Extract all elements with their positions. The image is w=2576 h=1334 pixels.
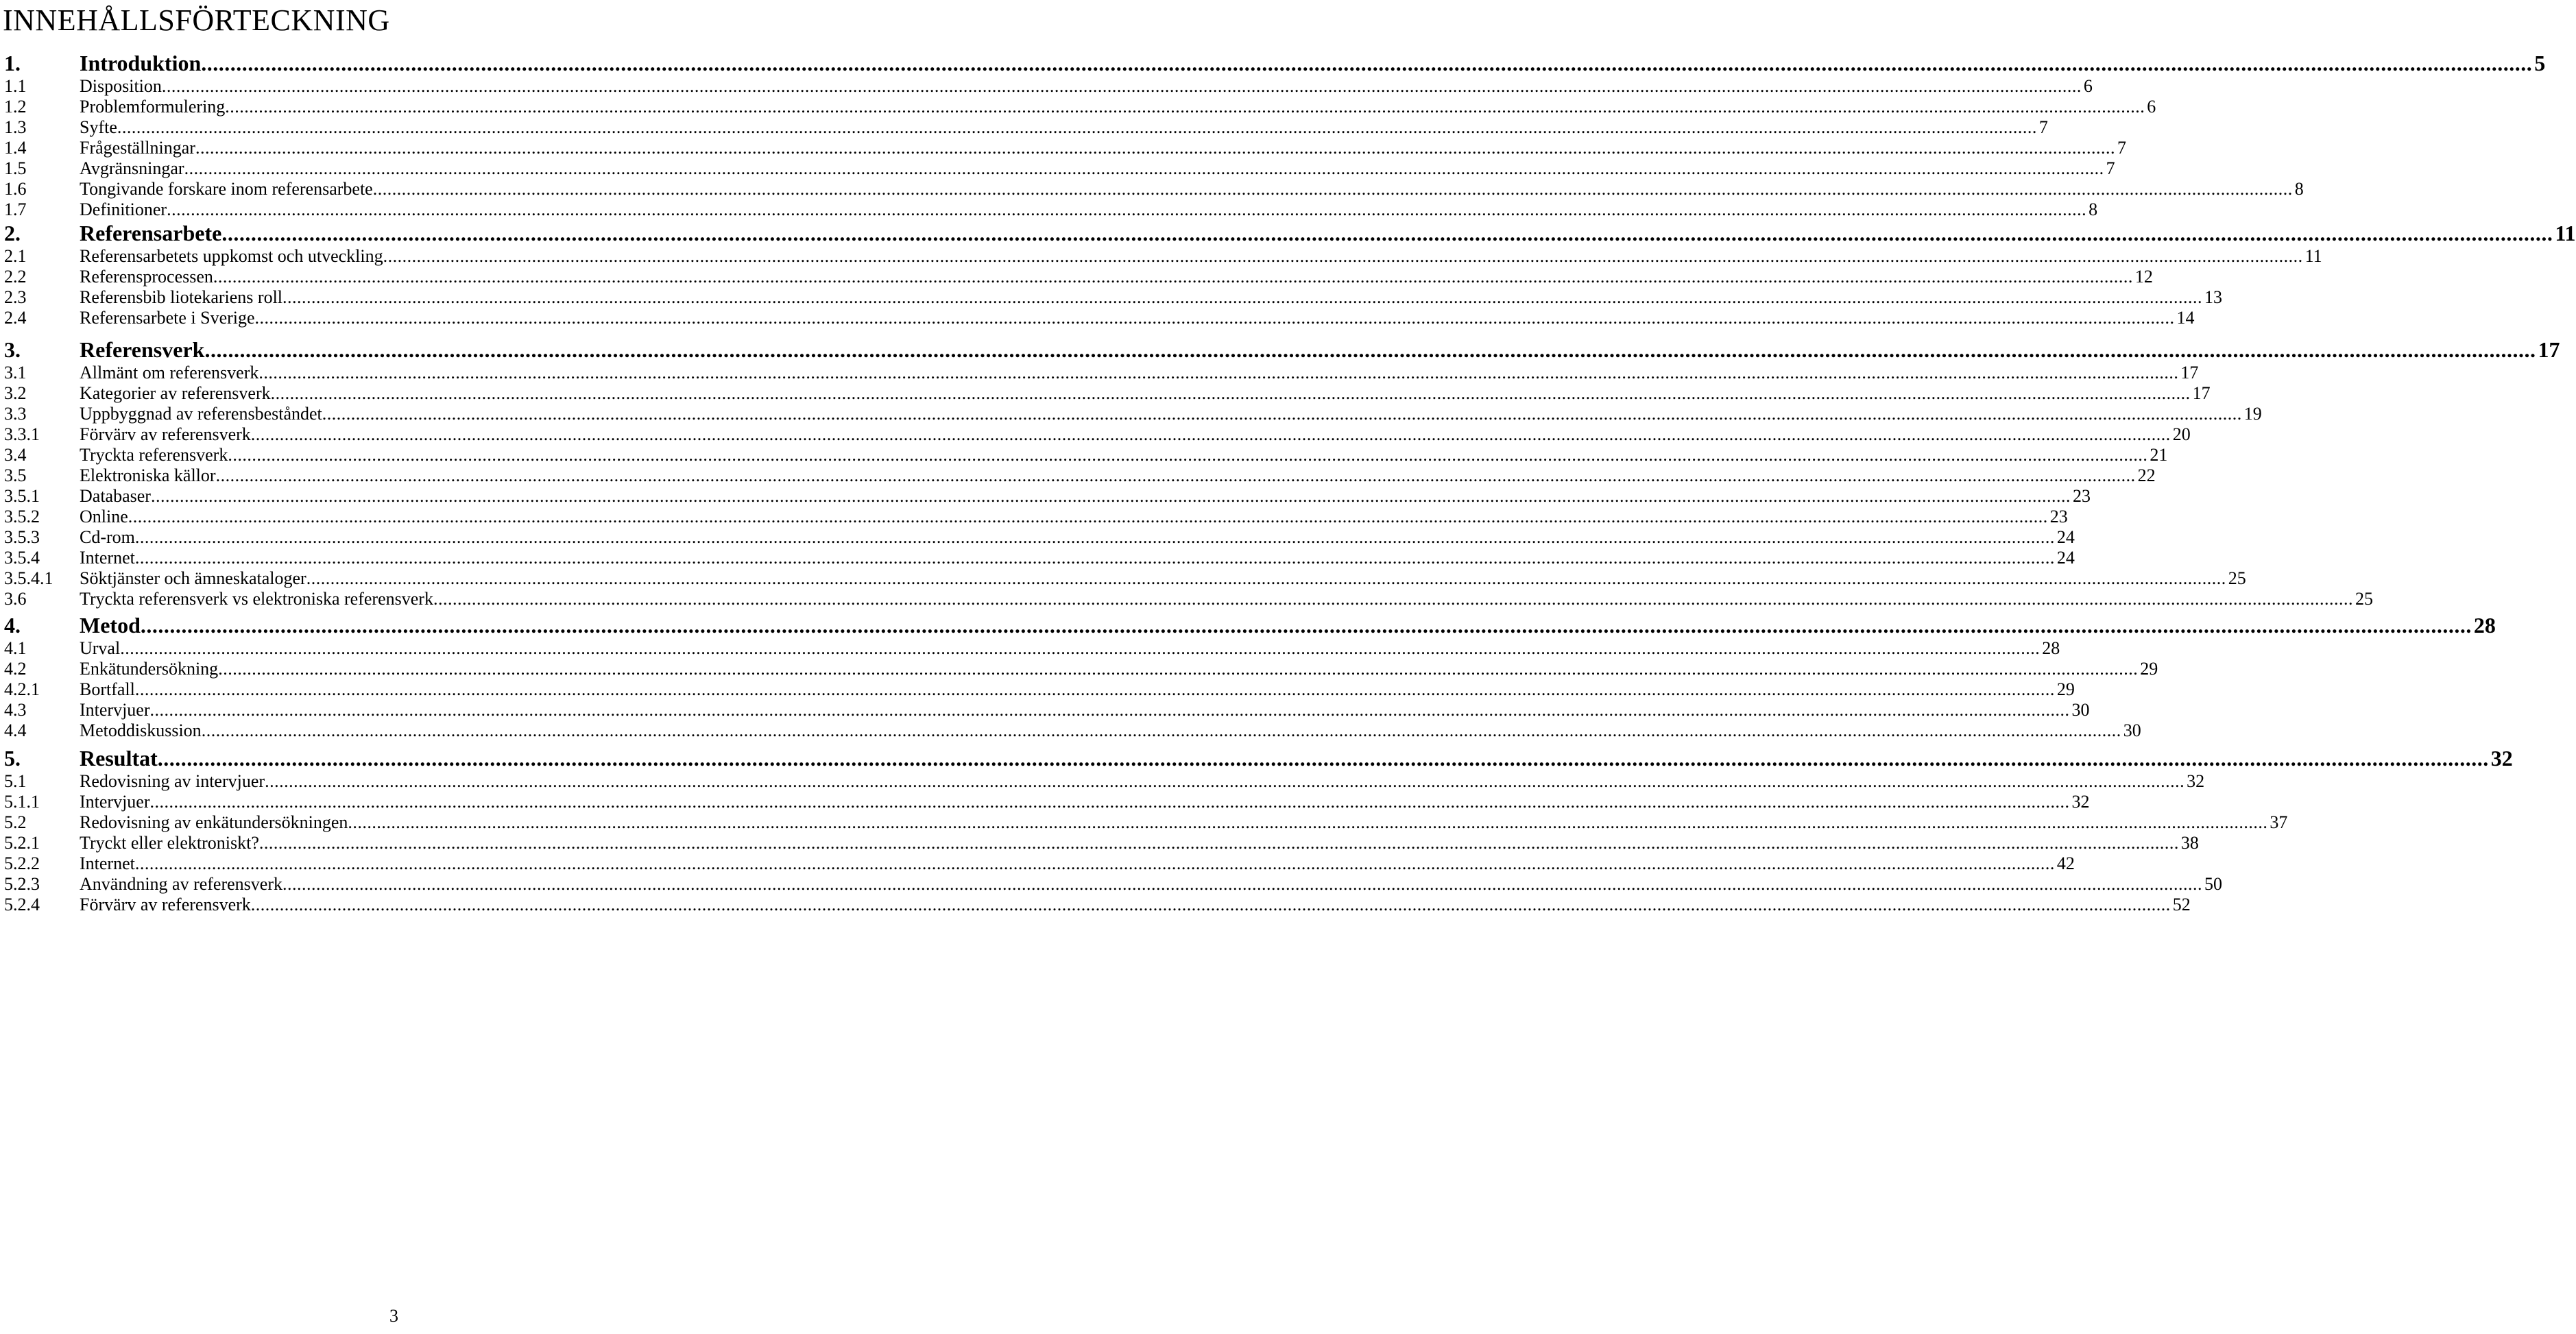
toc-entry-number: 3.3.1 [4,424,40,444]
toc-leader-line [4,812,2288,834]
toc-page-number: 7 [2106,158,2115,178]
toc-leader-line [4,465,2156,487]
toc-page-number: 12 [2134,267,2153,287]
toc-entry-title: Avgränsningar [80,158,184,178]
toc-leader-line [4,287,2223,308]
toc-page-number: 32 [2187,771,2205,791]
toc-dot-leader: ................................................................................................................................................................................................................................................................................................................................................................................................................ [167,199,2087,219]
toc-page-number: 32 [2490,746,2513,771]
toc-page-number: 14 [2176,308,2195,328]
toc-dot-leader: ................................................................................................................................................................................................................................................................................................................................................................................................................ [218,659,2139,679]
toc-dot-leader: ................................................................................................................................................................................................................................................................................................................................................................................................................ [383,246,2303,266]
toc-entry-title: Elektroniska källor [80,465,216,485]
toc-dot-leader: ................................................................................................................................................................................................................................................................................................................................................................................................................ [221,221,2553,245]
toc-entry-title: Databaser [80,486,151,506]
toc-entry-title: Syfte [80,117,117,137]
toc-entry-number: 2.4 [4,308,27,328]
toc-entry-number: 3.2 [4,383,27,403]
toc-page-number: 19 [2243,404,2262,424]
toc-entry-number: 2.1 [4,246,27,266]
toc-dot-leader: ................................................................................................................................................................................................................................................................................................................................................................................................................ [433,589,2353,609]
toc-entry-title: Tryckta referensverk vs elektroniska referensverk [80,589,433,609]
toc-entry-title: Problemformulering [80,97,226,117]
toc-entry-title: Redovisning av intervjuer [80,771,265,791]
toc-leader-line [4,873,2222,895]
toc-entry-title: Uppbyggnad av referensbeståndet [80,404,322,424]
toc-entry-number: 2.2 [4,267,27,287]
toc-entry-title: Referensprocessen [80,267,213,287]
toc-leader-line [4,506,2068,528]
toc-entry-number: 3.5.2 [4,507,40,526]
toc-page-number: 24 [2056,548,2075,568]
toc-entry-number: 4.1 [4,638,27,658]
toc-dot-leader: ................................................................................................................................................................................................................................................................................................................................................................................................................ [149,700,2070,720]
toc-dot-leader: ................................................................................................................................................................................................................................................................................................................................................................................................................ [134,527,2055,547]
toc-page-number: 28 [2042,638,2060,658]
toc-dot-leader: ................................................................................................................................................................................................................................................................................................................................................................................................................ [348,812,2268,832]
toc-entry-number: 4.2.1 [4,679,40,699]
toc-entry-number: 2.3 [4,287,27,307]
toc-entry-title: Cd-rom [80,527,135,547]
toc-page-number: 50 [2204,874,2222,894]
toc-entry-number: 5.2.2 [4,853,40,873]
toc-entry-number: 3.5.3 [4,527,40,547]
toc-page-number: 24 [2056,527,2075,547]
toc-page-number: 20 [2172,424,2191,444]
toc-page-number: 23 [2072,486,2091,506]
toc-page-number: 42 [2056,853,2075,873]
toc-page-number: 29 [2056,679,2075,699]
toc-entry-number: 1.2 [4,97,27,117]
toc-entry-title: Användning av referensverk [80,874,282,894]
toc-leader-line [4,75,2093,97]
toc-dot-leader: ................................................................................................................................................................................................................................................................................................................................................................................................................ [225,97,2145,117]
toc-entry-number: 1.3 [4,117,27,137]
toc-leader-line [4,158,2115,180]
toc-page-number: 11 [2555,221,2576,245]
toc-entry-title: Referensarbete [80,221,222,245]
toc-entry-number: 3.5 [4,465,27,485]
toc-entry-title: Internet [80,853,135,873]
toc-dot-leader: ................................................................................................................................................................................................................................................................................................................................................................................................................ [250,424,2171,444]
toc-leader-line [4,638,2060,659]
toc-entry-title: Online [80,507,128,526]
toc-entry-number: 4.4 [4,720,27,740]
toc-entry-title: Referensarbete i Sverige [80,308,255,328]
toc-entry-title: Internet [80,548,135,568]
toc-page-number: 32 [2071,792,2090,812]
toc-entry-title: Intervjuer [80,792,150,812]
toc-dot-leader: ................................................................................................................................................................................................................................................................................................................................................................................................................ [120,638,2041,658]
toc-leader-line [4,568,2246,590]
toc-entry-title: Frågeställningar [80,138,195,158]
toc-leader-line [4,526,2075,548]
toc-page-number: 13 [2204,287,2223,307]
toc-leader-line [4,658,2158,680]
page-title: INNEHÅLLSFÖRTECKNING [3,3,390,37]
toc-dot-leader: ................................................................................................................................................................................................................................................................................................................................................................................................................ [184,158,2104,178]
toc-leader-line [4,336,2560,363]
toc-page-number: 17 [2180,363,2199,383]
toc-leader-line [4,771,2205,792]
toc-leader-line [4,362,2199,384]
toc-dot-leader: ................................................................................................................................................................................................................................................................................................................................................................................................................ [282,287,2203,307]
toc-entry-number: 3.5.4.1 [4,568,53,588]
toc-leader-line [4,383,2211,404]
toc-leader-line [4,307,2195,329]
toc-entry-number: 5.1.1 [4,792,40,812]
toc-leader-line [4,699,2090,721]
toc-dot-leader: ................................................................................................................................................................................................................................................................................................................................................................................................................ [228,445,2148,465]
toc-leader-line [4,245,2322,267]
toc-entry-number: 2. [4,221,21,245]
toc-dot-leader: ................................................................................................................................................................................................................................................................................................................................................................................................................ [322,404,2242,424]
toc-entry-title: Disposition [80,76,162,96]
toc-page-number: 21 [2150,445,2168,465]
toc-dot-leader: ................................................................................................................................................................................................................................................................................................................................................................................................................ [117,117,2037,137]
toc-entry-title: Intervjuer [80,700,150,720]
toc-entry-number: 1.4 [4,138,27,158]
toc-entry-number: 1.1 [4,76,27,96]
toc-entry-number: 5. [4,746,21,771]
toc-entry-number: 1.6 [4,179,27,199]
toc-entry-title: Tryckt eller elektroniskt? [80,833,259,853]
toc-entry-number: 5.2.3 [4,874,40,894]
toc-leader-line [4,444,2168,466]
toc-dot-leader: ................................................................................................................................................................................................................................................................................................................................................................................................................ [282,874,2202,894]
toc-entry-number: 1.7 [4,199,27,219]
toc-page-number: 11 [2304,246,2322,266]
toc-dot-leader: ................................................................................................................................................................................................................................................................................................................................................................................................................ [204,337,2536,362]
toc-dot-leader: ................................................................................................................................................................................................................................................................................................................................................................................................................ [306,568,2226,588]
toc-entry-number: 5.1 [4,771,27,791]
toc-page-number: 6 [2083,76,2093,96]
toc-entry-number: 5.2.4 [4,895,40,914]
toc-entry-number: 3. [4,337,21,362]
toc-page-number: 30 [2071,700,2090,720]
toc-page-number: 7 [2117,138,2126,158]
toc-dot-leader: ................................................................................................................................................................................................................................................................................................................................................................................................................ [134,679,2055,699]
toc-dot-leader: ................................................................................................................................................................................................................................................................................................................................................................................................................ [265,771,2185,791]
toc-page-number: 30 [2123,720,2141,740]
toc-entry-title: Introduktion [80,51,202,75]
toc-page-number: 25 [2228,568,2246,588]
page-number: 3 [389,1306,398,1326]
toc-entry-number: 1.5 [4,158,27,178]
toc-entry-number: 3.3 [4,404,27,424]
toc-leader-line [4,219,2576,247]
toc-page-number: 25 [2355,589,2373,609]
toc-entry-title: Enkätundersökning [80,659,219,679]
toc-dot-leader: ................................................................................................................................................................................................................................................................................................................................................................................................................ [195,138,2115,158]
toc-page-number: 29 [2140,659,2158,679]
toc-entry-title: Tongivande forskare inom referensarbete [80,179,373,199]
toc-entry-title: Förvärv av referensverk [80,424,251,444]
toc-dot-leader: ................................................................................................................................................................................................................................................................................................................................................................................................................ [128,507,2048,526]
toc-page-number: 52 [2172,895,2191,914]
toc-entry-title: Redovisning av enkätundersökningen [80,812,348,832]
toc-dot-leader: ................................................................................................................................................................................................................................................................................................................................................................................................................ [150,486,2071,506]
toc-page-number: 7 [2038,117,2048,137]
toc-entry-number: 3.5.1 [4,486,40,506]
toc-page-number: 6 [2147,97,2156,117]
toc-entry-number: 4.3 [4,700,27,720]
toc-leader-line [4,853,2075,875]
toc-entry-title: Söktjänster och ämneskataloger [80,568,306,588]
toc-dot-leader: ................................................................................................................................................................................................................................................................................................................................................................................................................ [149,792,2070,812]
toc-dot-leader: ................................................................................................................................................................................................................................................................................................................................................................................................................ [140,613,2472,638]
toc-entry-title: Bortfall [80,679,135,699]
toc-entry-number: 1. [4,51,21,75]
toc-leader-line [4,424,2191,446]
toc-dot-leader: ................................................................................................................................................................................................................................................................................................................................................................................................................ [134,548,2055,568]
toc-entry-number: 3.4 [4,445,27,465]
toc-dot-leader: ................................................................................................................................................................................................................................................................................................................................................................................................................ [201,51,2533,75]
toc-entry-title: Definitioner [80,199,167,219]
toc-page-number: 17 [2538,337,2560,362]
toc-entry-number: 3.1 [4,363,27,383]
toc-leader-line [4,485,2091,507]
toc-dot-leader: ................................................................................................................................................................................................................................................................................................................................................................................................................ [250,895,2171,914]
toc-entry-title: Allmänt om referensverk [80,363,259,383]
toc-leader-line [4,49,2546,77]
toc-page-number: 23 [2049,507,2068,526]
toc-entry-title: Förvärv av referensverk [80,895,251,914]
toc-dot-leader: ................................................................................................................................................................................................................................................................................................................................................................................................................ [215,465,2136,485]
toc-leader-line [4,547,2075,569]
toc-leader-line [4,137,2126,159]
toc-entry-number: 4.2 [4,659,27,679]
toc-leader-line [4,96,2156,118]
toc-entry-title: Referensarbetets uppkomst och utveckling [80,246,383,266]
toc-entry-number: 3.6 [4,589,27,609]
toc-leader-line [4,611,2496,639]
toc-leader-line [4,679,2075,701]
toc-dot-leader: ................................................................................................................................................................................................................................................................................................................................................................................................................ [372,179,2293,199]
toc-page-number: 38 [2180,833,2199,853]
toc-entry-title: Referensverk [80,337,205,362]
toc-dot-leader: ................................................................................................................................................................................................................................................................................................................................................................................................................ [213,267,2133,287]
toc-dot-leader: ................................................................................................................................................................................................................................................................................................................................................................................................................ [270,383,2191,403]
toc-leader-line [4,117,2048,138]
toc-leader-line [4,894,2191,916]
toc-leader-line [4,199,2098,221]
toc-leader-line [4,791,2090,813]
toc-entry-number: 4. [4,613,21,638]
toc-entry-number: 5.2.1 [4,833,40,853]
toc-entry-title: Urval [80,638,121,658]
toc-entry-number: 5.2 [4,812,27,832]
toc-entry-title: Referensbib liotekariens roll [80,287,283,307]
toc-leader-line [4,720,2141,742]
toc-entry-title: Metoddiskussion [80,720,202,740]
toc-leader-line [4,266,2153,288]
toc-dot-leader: ................................................................................................................................................................................................................................................................................................................................................................................................................ [201,720,2121,740]
toc-page-number: 17 [2192,383,2211,403]
toc-dot-leader: ................................................................................................................................................................................................................................................................................................................................................................................................................ [134,853,2055,873]
toc-page-number: 37 [2270,812,2288,832]
toc-leader-line [4,744,2513,772]
toc-dot-leader: ................................................................................................................................................................................................................................................................................................................................................................................................................ [258,833,2179,853]
toc-dot-leader: ................................................................................................................................................................................................................................................................................................................................................................................................................ [258,363,2179,383]
toc-leader-line [4,588,2373,610]
toc-dot-leader: ................................................................................................................................................................................................................................................................................................................................................................................................................ [157,746,2489,771]
toc-dot-leader: ................................................................................................................................................................................................................................................................................................................................................................................................................ [161,76,2082,96]
toc-entry-title: Kategorier av referensverk [80,383,271,403]
toc-page-number: 8 [2089,199,2098,219]
toc-entry-number: 3.5.4 [4,548,40,568]
toc-entry-title: Tryckta referensverk [80,445,228,465]
toc-leader-line [4,832,2199,854]
toc-page-number: 28 [2473,613,2496,638]
toc-leader-line [4,178,2304,200]
toc-leader-line [4,403,2262,425]
toc-dot-leader: ................................................................................................................................................................................................................................................................................................................................................................................................................ [254,308,2175,328]
toc-page-number: 22 [2137,465,2156,485]
toc-entry-title: Metod [80,613,141,638]
toc-entry-title: Resultat [80,746,158,771]
toc-page-number: 5 [2534,51,2546,75]
toc-page-number: 8 [2294,179,2304,199]
